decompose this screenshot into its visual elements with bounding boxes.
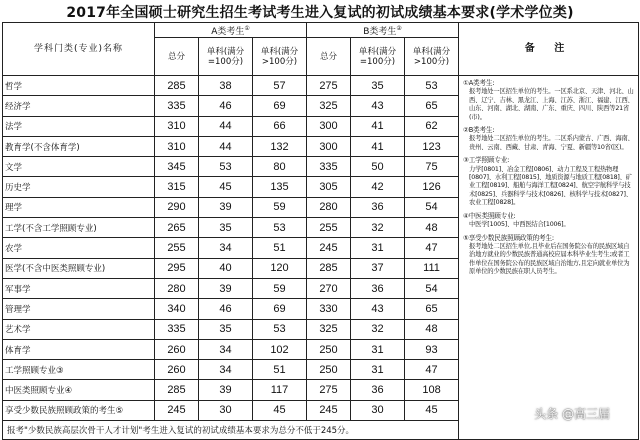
- score-a-total: 335: [155, 319, 199, 339]
- score-b-s2: 54: [405, 278, 459, 298]
- score-a-total: 280: [155, 278, 199, 298]
- a-total-header: 总分: [155, 38, 199, 76]
- major-column-header: 学科门类(专业)名称: [3, 23, 155, 76]
- major-name: 工学照顾专业③: [3, 360, 155, 380]
- note-block: [463, 79, 635, 122]
- major-name: 教育学(不含体育学): [3, 136, 155, 156]
- score-a-total: 265: [155, 218, 199, 238]
- score-a-total: 345: [155, 157, 199, 177]
- score-a-s2: 53: [253, 319, 307, 339]
- major-name: 经济学: [3, 96, 155, 116]
- score-b-total: 250: [307, 339, 351, 359]
- score-a-s1: 39: [199, 380, 253, 400]
- score-b-s1: 36: [351, 380, 405, 400]
- score-b-s1: 30: [351, 400, 405, 420]
- score-b-s1: 35: [351, 76, 405, 96]
- score-b-total: 335: [307, 157, 351, 177]
- table-row: [3, 76, 639, 96]
- score-b-s2: 53: [405, 76, 459, 96]
- score-b-s2: 65: [405, 299, 459, 319]
- score-a-total: 340: [155, 299, 199, 319]
- score-b-s1: 36: [351, 278, 405, 298]
- major-name: 理学: [3, 197, 155, 217]
- score-a-s1: 40: [199, 258, 253, 278]
- score-b-total: 255: [307, 218, 351, 238]
- note-block: [463, 156, 635, 207]
- score-a-total: 260: [155, 360, 199, 380]
- remarks-notes: [459, 76, 639, 440]
- score-a-total: 285: [155, 76, 199, 96]
- score-b-s2: 111: [405, 258, 459, 278]
- score-a-s2: 69: [253, 96, 307, 116]
- score-a-total: 335: [155, 96, 199, 116]
- score-a-total: 310: [155, 116, 199, 136]
- note-heading: ①A类考生:: [463, 79, 495, 87]
- score-b-total: 285: [307, 258, 351, 278]
- score-b-total: 245: [307, 238, 351, 258]
- score-table: [2, 22, 639, 440]
- note-body: 力学[0801]、冶金工程[0806]、动力工程及工程热物理[0807]、水利工程[0815]、地质资源与地质工程[0818]、矿业工程[0819]、船舶与海洋工程[0824]、航空宇航科学与技术[0825]、兵器科学与技术[0826]、核科学与技术[0827]、农业工程[0828]。: [469, 165, 632, 207]
- note-body: 报考地处一区招生单位的考生。一区系北京、天津、河北、山西、辽宁、吉林、黑龙江、上海、江苏、浙江、福建、江西、山东、河南、湖北、湖南、广东、重庆、四川、陕西等21省(市)。: [469, 88, 634, 121]
- b-total-header: 总分: [307, 38, 351, 76]
- major-name: 体育学: [3, 339, 155, 359]
- score-b-s1: 41: [351, 136, 405, 156]
- group-b-header: B类考生②: [307, 23, 459, 38]
- score-a-s2: 69: [253, 299, 307, 319]
- score-a-s2: 51: [253, 238, 307, 258]
- score-a-s2: 120: [253, 258, 307, 278]
- score-a-s1: 34: [199, 238, 253, 258]
- score-a-s1: 35: [199, 319, 253, 339]
- score-b-s2: 65: [405, 96, 459, 116]
- score-b-total: 270: [307, 278, 351, 298]
- note-block: [463, 212, 635, 230]
- score-b-s2: 48: [405, 218, 459, 238]
- score-b-total: 275: [307, 76, 351, 96]
- score-b-s2: 126: [405, 177, 459, 197]
- score-b-s1: 43: [351, 299, 405, 319]
- score-a-s1: 38: [199, 76, 253, 96]
- score-b-s2: 47: [405, 360, 459, 380]
- score-a-total: 245: [155, 400, 199, 420]
- note-body: 报考地处二区招生单位,且毕业后在国务院公布的民族区域自治地方就业的少数民族普通高校应届本科毕业生考生;或者工作单位在国务院公布的民族区域自治地方,且定向就业单位为原单位的少数民族在职人员考生。: [469, 242, 630, 276]
- footer-note: 报考"少数民族高层次骨干人才计划"考生进入复试的初试成绩基本要求为总分不低于245分。: [3, 421, 459, 440]
- major-name: 法学: [3, 116, 155, 136]
- score-a-s1: 39: [199, 278, 253, 298]
- score-a-s1: 30: [199, 400, 253, 420]
- group-a-header: A类考生①: [155, 23, 307, 38]
- score-b-s1: 32: [351, 218, 405, 238]
- score-a-s1: 44: [199, 136, 253, 156]
- score-b-total: 325: [307, 96, 351, 116]
- score-a-s2: 66: [253, 116, 307, 136]
- score-a-total: 260: [155, 339, 199, 359]
- note-heading: ②B类考生:: [463, 126, 495, 135]
- major-name: 工学(不含工学照顾专业): [3, 218, 155, 238]
- score-b-total: 275: [307, 380, 351, 400]
- score-a-s1: 46: [199, 299, 253, 319]
- score-a-s1: 39: [199, 197, 253, 217]
- score-b-s2: 123: [405, 136, 459, 156]
- major-name: 中医类照顾专业④: [3, 380, 155, 400]
- major-name: 农学: [3, 238, 155, 258]
- score-b-s2: 62: [405, 116, 459, 136]
- remarks-header: 备 注: [459, 23, 639, 76]
- score-b-s2: 54: [405, 197, 459, 217]
- score-a-s2: 59: [253, 197, 307, 217]
- score-b-s1: 41: [351, 116, 405, 136]
- score-b-s1: 36: [351, 197, 405, 217]
- note-body: 报考地处二区招生单位的考生。二区系内蒙古、广西、海南、贵州、云南、西藏、甘肃、青海、宁夏、新疆等10省(区)。: [469, 135, 634, 151]
- score-b-s2: 108: [405, 380, 459, 400]
- major-name: 管理学: [3, 299, 155, 319]
- score-b-total: 280: [307, 197, 351, 217]
- major-name: 军事学: [3, 278, 155, 298]
- score-b-total: 325: [307, 319, 351, 339]
- score-a-total: 285: [155, 380, 199, 400]
- score-b-s1: 43: [351, 96, 405, 116]
- note-body: 中医学[1005]、中西医结合[1006]。: [469, 221, 570, 229]
- score-a-total: 315: [155, 177, 199, 197]
- b-single-le100-header: 单科(满分=100分): [351, 38, 405, 76]
- score-a-s1: 46: [199, 96, 253, 116]
- note-block: [463, 126, 635, 152]
- page-title: 2017年全国硕士研究生招生考试考生进入复试的初试成绩基本要求(学术学位类): [66, 5, 574, 21]
- score-b-s2: 48: [405, 319, 459, 339]
- note-block: [463, 234, 635, 277]
- score-a-s2: 51: [253, 360, 307, 380]
- score-b-total: 300: [307, 136, 351, 156]
- a-single-gt100-header: 单科(满分>100分): [253, 38, 307, 76]
- score-a-total: 255: [155, 238, 199, 258]
- note-heading: ⑤享受少数民族照顾政策的考生:: [463, 233, 554, 242]
- score-b-s1: 50: [351, 157, 405, 177]
- score-b-s2: 47: [405, 238, 459, 258]
- score-a-s1: 35: [199, 218, 253, 238]
- score-a-s2: 135: [253, 177, 307, 197]
- score-a-total: 290: [155, 197, 199, 217]
- a-single-le100-header: 单科(满分=100分): [199, 38, 253, 76]
- score-b-s2: 93: [405, 339, 459, 359]
- score-b-total: 330: [307, 299, 351, 319]
- score-b-s2: 75: [405, 157, 459, 177]
- major-name: 文学: [3, 157, 155, 177]
- b-single-gt100-header: 单科(满分>100分): [405, 38, 459, 76]
- score-a-s2: 45: [253, 400, 307, 420]
- score-a-total: 310: [155, 136, 199, 156]
- score-b-total: 245: [307, 400, 351, 420]
- score-b-s2: 45: [405, 400, 459, 420]
- score-a-s1: 44: [199, 116, 253, 136]
- score-b-total: 250: [307, 360, 351, 380]
- major-name: 享受少数民族照顾政策的考生⑤: [3, 400, 155, 420]
- score-b-total: 300: [307, 116, 351, 136]
- score-b-s1: 42: [351, 177, 405, 197]
- score-b-s1: 37: [351, 258, 405, 278]
- major-name: 历史学: [3, 177, 155, 197]
- score-a-s2: 132: [253, 136, 307, 156]
- note-heading: ④中医类照顾专业:: [463, 211, 516, 220]
- score-b-total: 305: [307, 177, 351, 197]
- score-a-s2: 102: [253, 339, 307, 359]
- score-b-s1: 31: [351, 360, 405, 380]
- score-a-total: 295: [155, 258, 199, 278]
- score-a-s2: 117: [253, 380, 307, 400]
- score-a-s1: 34: [199, 360, 253, 380]
- watermark: 头条 @高三届: [534, 407, 610, 421]
- score-b-s1: 31: [351, 339, 405, 359]
- score-a-s2: 80: [253, 157, 307, 177]
- score-a-s1: 53: [199, 157, 253, 177]
- score-b-s1: 31: [351, 238, 405, 258]
- note-heading: ③工学照顾专业:: [463, 156, 510, 165]
- major-name: 哲学: [3, 76, 155, 96]
- score-a-s1: 45: [199, 177, 253, 197]
- score-a-s2: 57: [253, 76, 307, 96]
- score-a-s2: 59: [253, 278, 307, 298]
- score-a-s1: 34: [199, 339, 253, 359]
- score-b-s1: 32: [351, 319, 405, 339]
- major-name: 艺术学: [3, 319, 155, 339]
- major-name: 医学(不含中医类照顾专业): [3, 258, 155, 278]
- score-a-s2: 53: [253, 218, 307, 238]
